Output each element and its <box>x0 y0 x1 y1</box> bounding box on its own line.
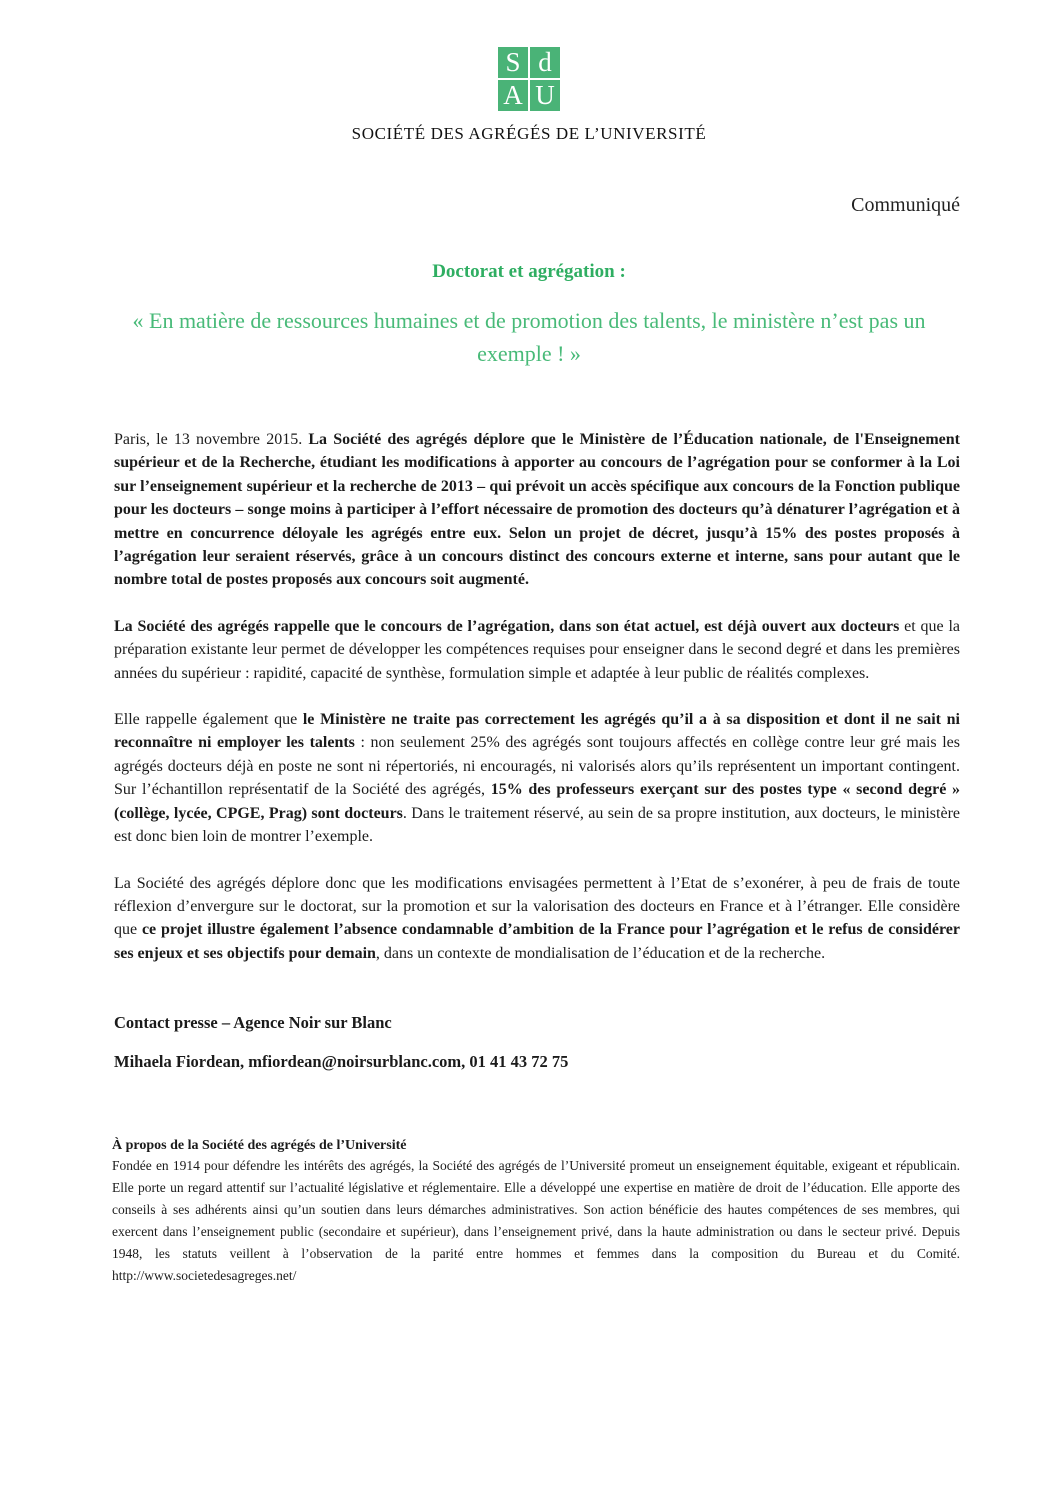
logo-letter-u: U <box>530 80 560 111</box>
paragraph-ministere-talents: Elle rappelle également que le Ministère ne traite pas correctement les agrégés qu’il a à sa disposition et dont il ne sait ni reconnaître ni employer les talents : non seulement 25% des agrégés sont toujours affectés en collège contre leur gré mais les agrégés docteurs déjà en poste ne sont ni répertoriés, ni encouragés, ni valorisés alors qu’ils représentent un important contingent. Sur l’échantillon représentatif de la Société des agrégés, 15% des professeurs exerçant sur des postes type « second degré » (collège, lycée, CPGE, Prag) sont docteurs. Dans le traitement réservé, au sein de sa propre institution, aux docteurs, le ministère est donc bien loin de montrer l’exemple. <box>114 711 961 846</box>
paragraph-concours-ouvert: La Société des agrégés rappelle que le concours de l’agrégation, dans son état actuel, est déjà ouvert aux docteurs et que la préparation existante leur permet de développer les compétences requises pour enseigner dans le second degré et dans les premières années du supérieur : rapidité, capacité de synthèse, formulation simple et adaptée à leur public de réalités complexes. <box>114 617 960 682</box>
body-text <box>114 428 960 965</box>
headline-title: Doctorat et agrégation : <box>432 261 626 282</box>
doc-type-label: Communiqué <box>851 194 960 216</box>
paragraph-intro: Paris, le 13 novembre 2015. La Société des agrégés déplore que le Ministère de l’Éducation nationale, de l'Enseignement supérieur et de la Recherche, étudiant les modifications à apporter au concours de l’agrégation pour se conformer à la Loi sur l’enseignement supérieur et la recherche de 2013 – qui prévoit un accès spécifique aux concours de la Fonction publique pour les docteurs – songe moins à participer à l’effort nécessaire de promotion des docteurs qu’à dénaturer l’agrégation et à mettre en concurrence déloyale les agrégés entre eux. Selon un projet de décret, jusqu’à 15% des postes proposés à l’agrégation leur seraient réservés, grâce à un concours distinct des concours externe et interne, sans pour autant que le nombre total de postes proposés aux concours soit augmenté. <box>114 431 960 589</box>
headline-quote: « En matière de ressources humaines et de promotion des talents, le ministère n’est pas un exemple ! » <box>132 308 926 366</box>
sdau-logo <box>498 47 560 111</box>
masthead <box>0 47 1058 217</box>
paragraph-conclusion: La Société des agrégés déplore donc que les modifications envisagées permettent à l’Etat de s’exonérer, à peu de frais de toute réflexion d’envergure sur le doctorat, sur la promotion et sur la valorisation des docteurs en France et à l’étranger. Elle considère que ce projet illustre également l’absence condamnable d’ambition de la France pour l’agrégation et le refus de considérer ses enjeux et ses objectifs pour demain, dans un contexte de mondialisation de l’éducation et de la recherche. <box>114 874 960 962</box>
logo-letter-a: A <box>498 80 528 111</box>
logo-letter-d: d <box>530 47 560 78</box>
contact-press-line: Contact presse – Agence Noir sur Blanc <box>114 1013 392 1033</box>
about-text: Fondée en 1914 pour défendre les intérêts des agrégés, la Société des agrégés de l’Université promeut un enseignement équitable, exigeant et républicain. Elle porte un regard attentif sur l’actualité législative et réglementaire. Elle a développé une expertise en matière de droit de l’éducation. Elle apporte des conseils à ses adhérents ainsi qu’un soutien dans leurs démarches administratives. Son action bénéficie des hautes compétences de ses membres, qui exercent dans l’enseignement public (secondaire et supérieur), dans l’enseignement privé, dans la haute administration ou dans le secteur privé. Depuis 1948, les statuts veillent à l’observation de la parité entre hommes et femmes dans la composition du Bureau et du Comité. http://www.societedesagreges.net/ <box>112 1158 960 1284</box>
headline <box>0 261 1058 370</box>
about-block <box>112 1138 960 1287</box>
contact-block <box>114 1013 960 1072</box>
org-name: SOCIÉTÉ DES AGRÉGÉS DE L’UNIVERSITÉ <box>351 124 707 143</box>
logo-letter-s: S <box>498 47 528 78</box>
about-heading: À propos de la Société des agrégés de l’Université <box>112 1138 407 1154</box>
contact-person-line: Mihaela Fiordean, mfiordean@noirsurblanc.com, 01 41 43 72 75 <box>114 1052 569 1072</box>
